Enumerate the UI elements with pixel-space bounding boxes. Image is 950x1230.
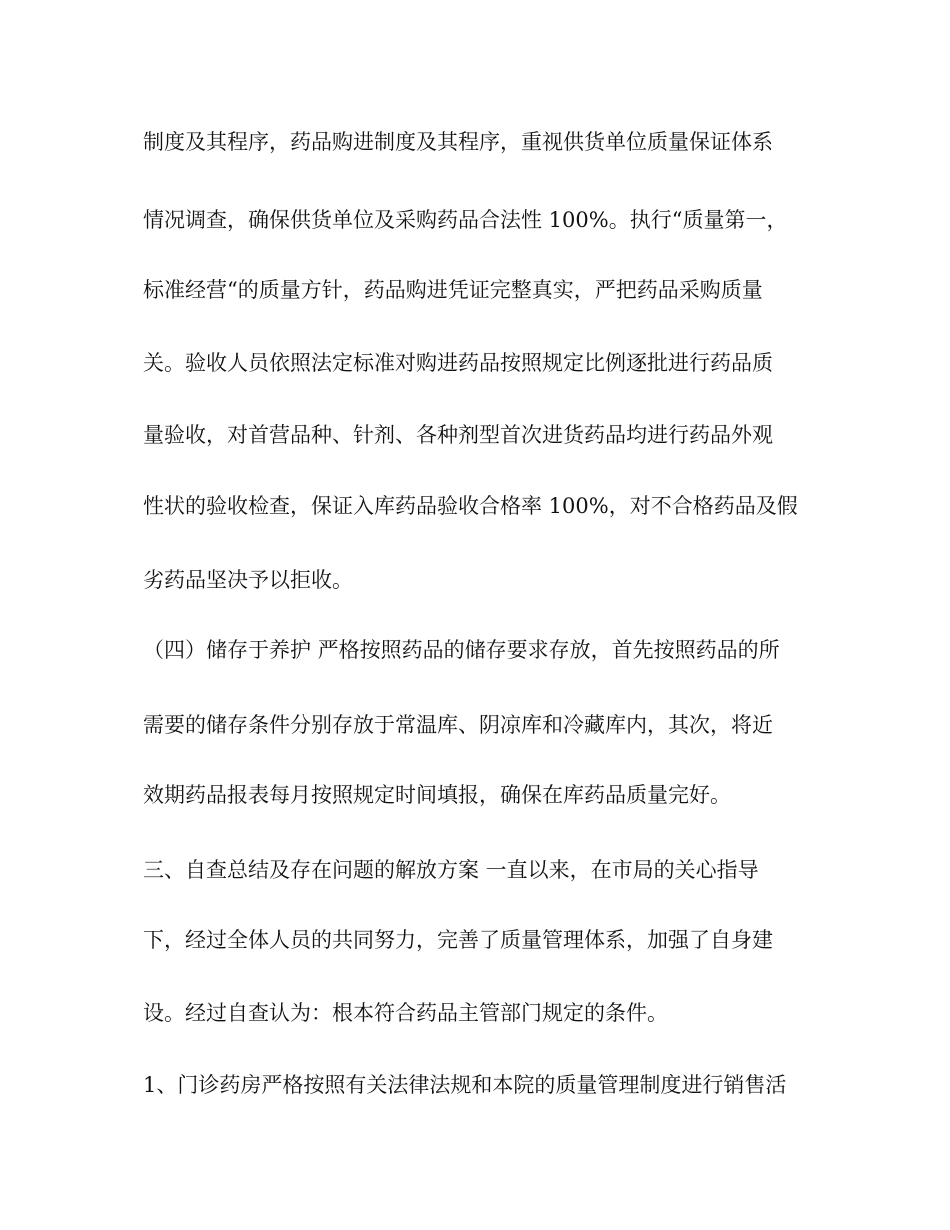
text-line: 量验收，对首营品种、针剂、各种剂型首次进货药品均进行药品外观 bbox=[143, 423, 773, 447]
text-line: （四）储存于养护 严格按照药品的储存要求存放，首先按照药品的所 bbox=[143, 638, 780, 662]
text-line: 设。经过自查认为：根本符合药品主管部门规定的条件。 bbox=[143, 1001, 668, 1025]
text-line: 需要的储存条件分别存放于常温库、阴凉库和冷藏库内，其次，将近 bbox=[143, 713, 773, 737]
text-line: 劣药品坚决予以拒收。 bbox=[143, 568, 353, 592]
text-line: 标准经营“的质量方针，药品购进凭证完整真实，严把药品采购质量 bbox=[143, 278, 763, 302]
text-line: 下，经过全体人员的共同努力，完善了质量管理体系，加强了自身建 bbox=[143, 928, 773, 952]
text-line: 情况调查，确保供货单位及采购药品合法性 100%。执行“质量第一， bbox=[143, 208, 788, 232]
text-line: 效期药品报表每月按照规定时间填报，确保在库药品质量完好。 bbox=[143, 783, 731, 807]
text-line: 性状的验收检查，保证入库药品验收合格率 100%，对不合格药品及假 bbox=[143, 494, 798, 518]
text-line: 关。验收人员依照法定标准对购进药品按照规定比例逐批进行药品质 bbox=[143, 351, 773, 375]
text-line: 1、门诊药房严格按照有关法律法规和本院的质量管理制度进行销售活 bbox=[143, 1073, 787, 1097]
text-line: 制度及其程序，药品购进制度及其程序，重视供货单位质量保证体系 bbox=[143, 130, 773, 154]
text-line: 三、自查总结及存在问题的解放方案 一直以来，在市局的关心指导 bbox=[143, 858, 759, 882]
